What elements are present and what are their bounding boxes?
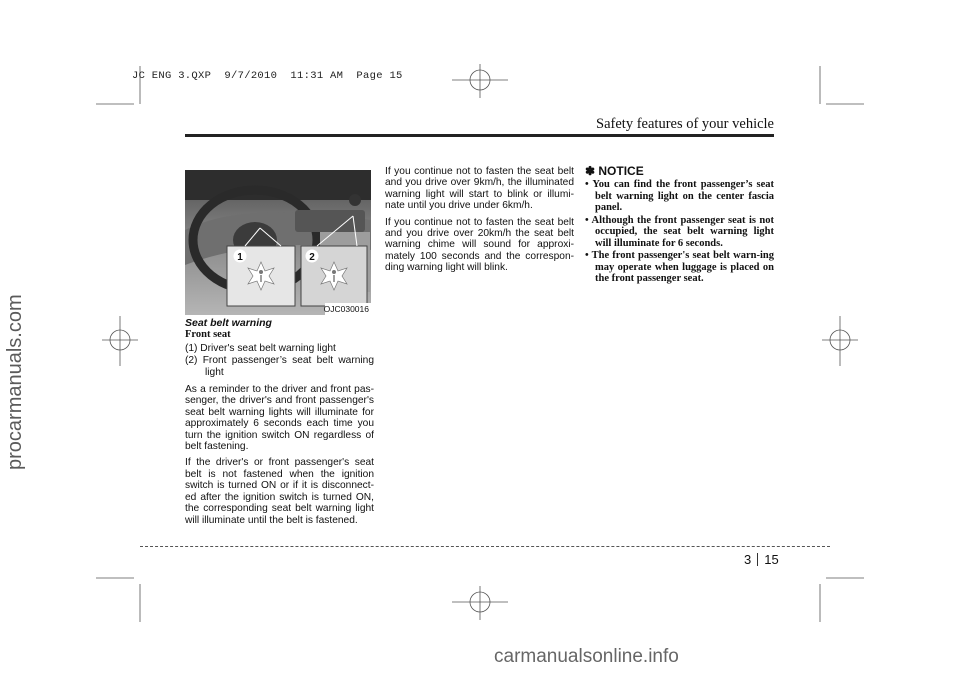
section-subheading: Front seat xyxy=(185,329,231,341)
paragraph: If the driver's or front passenger's seat belt is not fastened when the ignition switch is turned ON or if it is disconnect-ed after the ignition switch is turned ON, the corresponding seat belt warning light will illuminate until the belt is fastened. xyxy=(185,457,374,526)
dashboard-illustration xyxy=(185,170,371,315)
section-title: Safety features of your vehicle xyxy=(596,116,774,132)
print-slug: JC ENG 3.QXP 9/7/2010 11:31 AM Page 15 xyxy=(132,70,403,82)
registration-mark-right xyxy=(822,316,858,366)
list-item: • Although the front passenger seat is not occupied, the seat belt warning light will illuminate for 6 seconds. xyxy=(585,214,774,249)
page-number-value: 15 xyxy=(764,552,779,567)
column-1 xyxy=(185,318,374,531)
registration-mark-left xyxy=(102,316,138,366)
paragraph: If you continue not to fasten the seat belt and you drive over 20km/h the seat belt warning chime will sound for approxi-mately 100 seconds and the correspon-ding warning light will blink. xyxy=(385,216,574,274)
list-item: (2) Front passenger’s seat belt warning light xyxy=(185,355,374,378)
light-list xyxy=(185,343,374,378)
notice-box xyxy=(585,166,774,286)
side-watermark: procarmanuals.com xyxy=(4,294,26,470)
registration-mark-top xyxy=(452,64,508,98)
list-item: • You can find the front passenger’s seat belt warning light on the center fascia panel. xyxy=(585,179,774,214)
section-heading: Seat belt warning xyxy=(185,317,272,329)
page-number xyxy=(744,552,779,567)
svg-text:1: 1 xyxy=(237,252,243,263)
paragraph: If you continue not to fasten the seat belt and you drive over 9km/h, the illuminated warning light will start to blink or illumi-nate until you drive under 6km/h. xyxy=(385,166,574,212)
svg-text:2: 2 xyxy=(309,252,315,263)
chapter-number: 3 xyxy=(744,552,752,567)
list-item: • The front passenger's seat belt warn-ing may operate when luggage is placed on the front passenger seat. xyxy=(585,250,774,285)
column-2 xyxy=(385,166,574,279)
list-item: (1) Driver's seat belt warning light xyxy=(185,342,336,354)
figure-code: OJC030016 xyxy=(323,304,369,314)
notice-list xyxy=(585,179,774,285)
registration-mark-bottom xyxy=(452,586,508,620)
footer-watermark: carmanualsonline.info xyxy=(494,646,679,667)
footer-rule xyxy=(140,546,830,547)
paragraph: As a reminder to the driver and front pas-senger, the driver's and front passenger's seat belt warning lights will illuminate for approximately 6 seconds each time you turn the ignition switch ON regardless of belt fastening. xyxy=(185,384,374,453)
header-rule xyxy=(185,134,774,137)
notice-title: ✽ NOTICE xyxy=(585,164,644,178)
